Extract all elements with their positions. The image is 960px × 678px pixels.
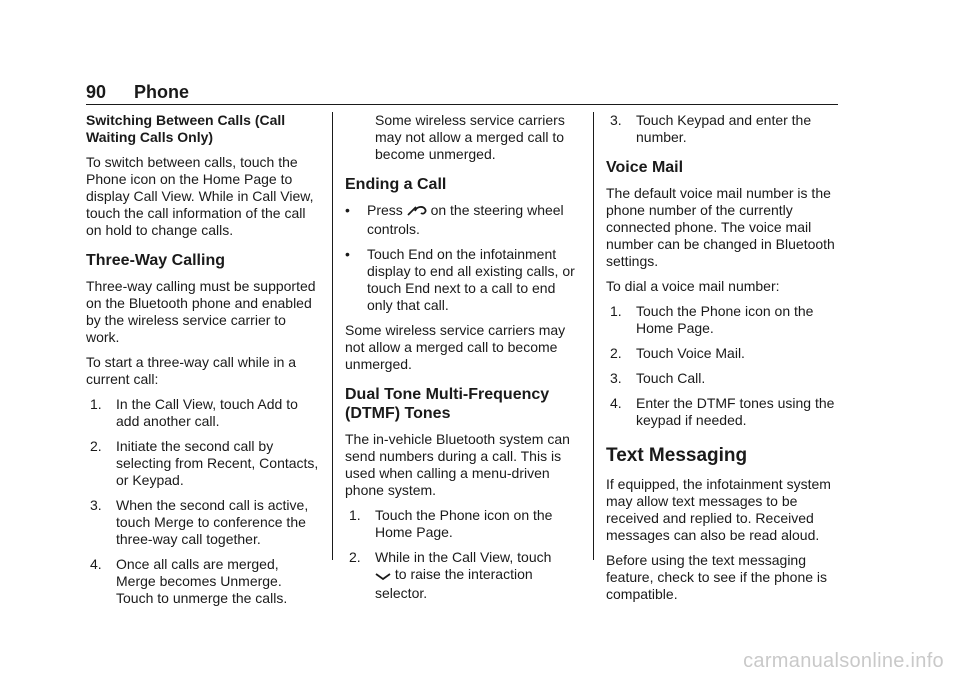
dial-voice-mail-paragraph: To dial a voice mail number: bbox=[606, 278, 780, 294]
step-text: When the second call is active, touch Merge to conference the three-way call together. bbox=[116, 497, 309, 547]
step-text: In the Call View, touch Add to add another call. bbox=[116, 396, 298, 429]
step-number: 1. bbox=[349, 507, 361, 523]
list-item bbox=[345, 507, 581, 541]
end-call-icon bbox=[407, 204, 427, 221]
voice-mail-heading: Voice Mail bbox=[606, 159, 684, 176]
three-way-support-paragraph: Three-way calling must be supported on the Bluetooth phone and enabled by the wireless service carrier to work. bbox=[86, 278, 316, 345]
three-way-start-paragraph: To start a three-way call while in a current call: bbox=[86, 354, 297, 387]
watermark: carmanualsonline.info bbox=[743, 650, 944, 672]
column-2 bbox=[345, 112, 581, 610]
list-item bbox=[606, 303, 840, 337]
unmerge-note-continued: Some wireless service carriers may not allow a merged call to become unmerged. bbox=[375, 112, 565, 162]
bullet-text: Touch End on the infotainment display to end all existing calls, or touch End next to a call to end only that call. bbox=[367, 246, 575, 313]
step-number: 4. bbox=[90, 556, 102, 572]
dtmf-steps bbox=[345, 507, 581, 602]
list-item bbox=[345, 202, 581, 238]
step-number: 1. bbox=[90, 396, 102, 412]
step-text: Touch the Phone icon on the Home Page. bbox=[375, 507, 553, 540]
list-item bbox=[345, 246, 581, 314]
dtmf-paragraph: The in-vehicle Bluetooth system can send numbers during a call. This is used when calling a menu-driven phone system. bbox=[345, 431, 570, 498]
section-title: Phone bbox=[134, 82, 190, 102]
dtmf-steps-continued bbox=[606, 112, 840, 146]
column-divider-1 bbox=[332, 112, 333, 560]
dtmf-heading: Dual Tone Multi-Frequency (DTMF) Tones bbox=[345, 386, 550, 422]
switch-calls-paragraph: To switch between calls, touch the Phone icon on the Home Page to display Call View. While in Call View, touch the call information of the call on hold to change calls. bbox=[86, 154, 314, 238]
step-text: Once all calls are merged, Merge becomes Unmerge. Touch to unmerge the calls. bbox=[116, 556, 288, 606]
step-text: Touch Voice Mail. bbox=[636, 345, 745, 361]
list-item bbox=[86, 438, 322, 489]
column-divider-2 bbox=[593, 112, 594, 560]
voice-mail-steps bbox=[606, 303, 840, 429]
column-3 bbox=[606, 112, 840, 611]
step-text: Enter the DTMF tones using the keypad if needed. bbox=[636, 395, 835, 428]
step-text-pre: While in the Call View, touch bbox=[375, 549, 552, 565]
chevron-icon bbox=[375, 568, 391, 585]
step-number: 4. bbox=[610, 395, 622, 411]
ending-a-call-heading: Ending a Call bbox=[345, 176, 447, 193]
bullet: • bbox=[345, 246, 350, 262]
voice-mail-paragraph: The default voice mail number is the phone number of the currently connected phone. The voice mail number can be changed in Bluetooth settings. bbox=[606, 185, 835, 269]
page-header bbox=[86, 82, 838, 105]
step-text: Touch Call. bbox=[636, 370, 706, 386]
unmerge-note-paragraph: Some wireless service carriers may not allow a merged call to become unmerged. bbox=[345, 322, 566, 372]
bullet: • bbox=[345, 202, 350, 218]
three-way-steps bbox=[86, 396, 322, 607]
step-number: 2. bbox=[349, 549, 361, 565]
bullet-text-pre: Press bbox=[367, 202, 403, 218]
list-item bbox=[606, 395, 840, 429]
step-text: Touch the Phone icon on the Home Page. bbox=[636, 303, 814, 336]
step-number: 1. bbox=[610, 303, 622, 319]
three-way-calling-heading: Three-Way Calling bbox=[86, 252, 225, 269]
step-number: 3. bbox=[610, 370, 622, 386]
step-text-post: to raise the interaction selector. bbox=[375, 566, 533, 601]
text-messaging-heading: Text Messaging bbox=[606, 445, 748, 466]
step-number: 2. bbox=[610, 345, 622, 361]
list-item bbox=[606, 112, 840, 146]
list-item bbox=[345, 549, 581, 602]
ending-call-bullets bbox=[345, 202, 581, 314]
step-number: 3. bbox=[90, 497, 102, 513]
list-item bbox=[606, 345, 840, 362]
call-waiting-subheading: Switching Between Calls (Call Waiting Calls Only) bbox=[86, 112, 286, 145]
column-1 bbox=[86, 112, 322, 615]
list-item bbox=[86, 556, 322, 607]
list-item bbox=[606, 370, 840, 387]
page-number: 90 bbox=[86, 82, 107, 102]
step-text: Touch Keypad and enter the number. bbox=[636, 112, 812, 145]
bullet-text-post: on the steering wheel controls. bbox=[367, 202, 564, 237]
step-number: 2. bbox=[90, 438, 102, 454]
step-number: 3. bbox=[610, 112, 622, 128]
text-messaging-paragraph: If equipped, the infotainment system may allow text messages to be received and replied to. Received messages can also be read aloud. bbox=[606, 476, 831, 543]
list-item bbox=[86, 396, 322, 430]
compatibility-paragraph: Before using the text messaging feature, check to see if the phone is compatible. bbox=[606, 552, 828, 602]
list-item bbox=[86, 497, 322, 548]
step-text: Initiate the second call by selecting from Recent, Contacts, or Keypad. bbox=[116, 438, 319, 488]
